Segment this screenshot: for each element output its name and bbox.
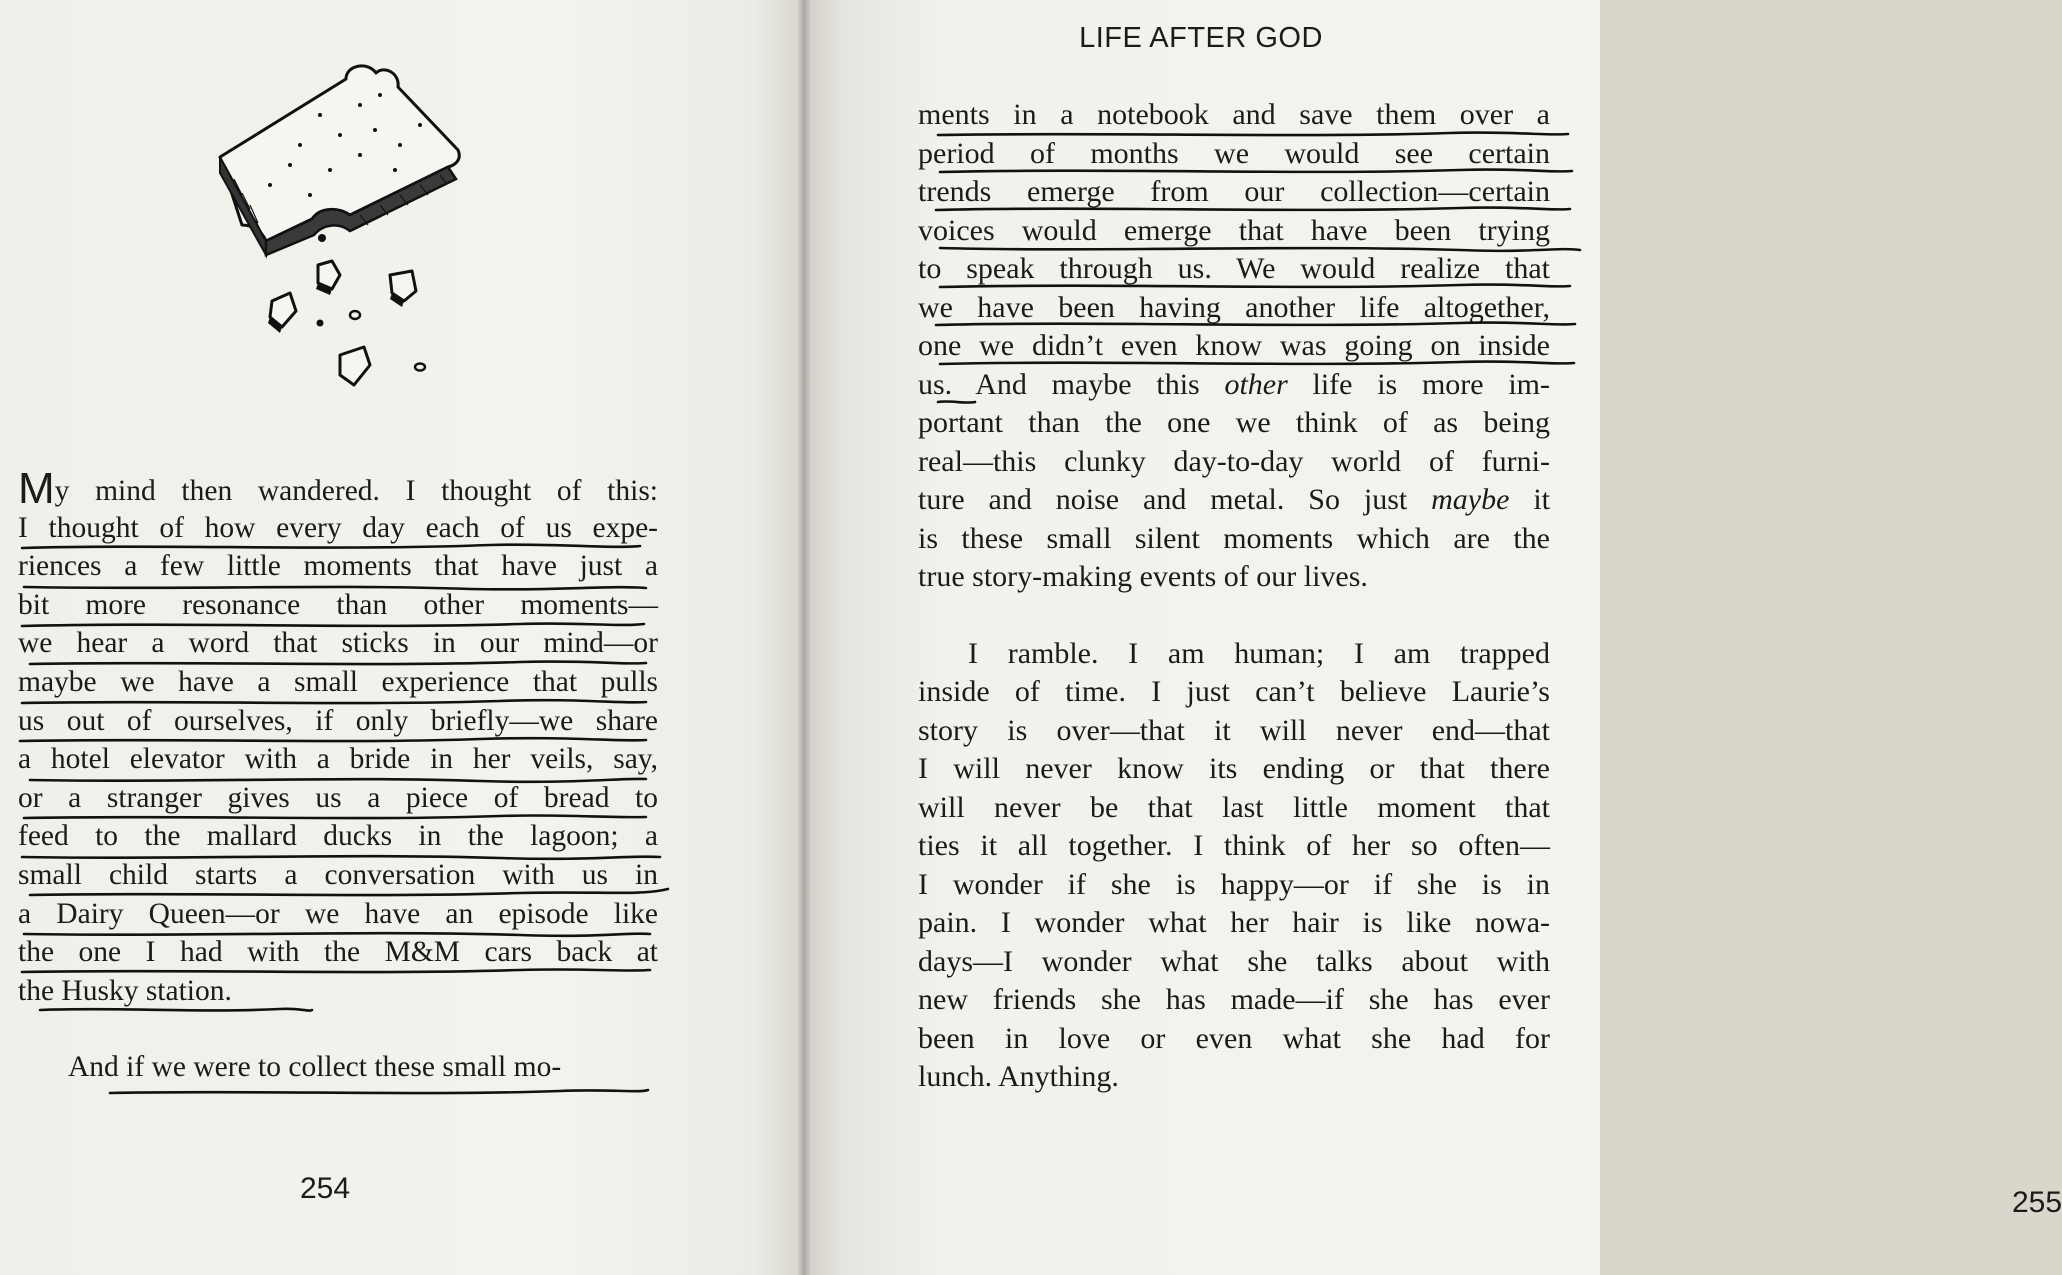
text-line: I ramble. I am human; I am trapped — [968, 636, 1550, 670]
text-line: us out of ourselves, if only briefly—we share — [18, 704, 658, 737]
text-line: My mind then wandered. I thought of this: — [18, 464, 658, 513]
text-line: new friends she has made—if she has ever — [918, 983, 1550, 1016]
text-line: riences a few little moments that have just a — [18, 550, 658, 583]
book-gutter — [798, 0, 810, 1275]
text-line: us. And maybe this other life is more im- — [918, 367, 1550, 401]
text-line: ture and noise and metal. So just maybe it — [918, 483, 1550, 516]
text-line: trends emerge from our collection—certain — [918, 175, 1550, 208]
text-line: bit more resonance than other moments— — [18, 588, 658, 621]
running-head: LIFE AFTER GOD — [1079, 22, 1323, 54]
text-line: period of months we would see certain — [918, 136, 1550, 170]
text-line: the Husky station. — [18, 974, 232, 1007]
text-line: real—this clunky day-to-day world of furni- — [918, 444, 1550, 478]
text-line: one we didn’t even know was going on inside — [918, 329, 1550, 362]
right-page-text — [918, 96, 1550, 1097]
text-line: a Dairy Queen—or we have an episode like — [18, 897, 658, 930]
text-line: And if we were to collect these small mo- — [68, 1051, 562, 1084]
text-line: days—I wonder what she talks about with — [918, 944, 1550, 978]
text-line: is these small silent moments which are the — [918, 521, 1550, 555]
left-page — [0, 0, 802, 1275]
bitten-toast-with-crumbs-icon — [200, 55, 480, 405]
text-line: to speak through us. We would realize that — [918, 252, 1550, 285]
drop-cap: M — [18, 464, 55, 513]
text-line: small child starts a conversation with us in — [18, 858, 658, 891]
page-number: 255 — [2012, 1186, 2062, 1219]
text-line: a hotel elevator with a bride in her veils, say, — [18, 743, 658, 776]
text-line: I thought of how every day each of us expe- — [18, 511, 658, 544]
page-number: 254 — [300, 1172, 351, 1205]
text-line: I will never know its ending or that there — [918, 752, 1550, 785]
text-line: the one I had with the M&M cars back at — [18, 936, 658, 969]
text-line: will never be that last little moment that — [918, 790, 1550, 824]
text-line: portant than the one we think of as being — [918, 406, 1550, 439]
text-line: voices would emerge that have been trying — [918, 213, 1550, 247]
text-line: ties it all together. I think of her so often— — [918, 829, 1550, 862]
text-line: pain. I wonder what her hair is like nowa- — [918, 906, 1550, 939]
text-line: ments in a notebook and save them over a — [918, 98, 1550, 131]
text-line: true story-making events of our lives. — [918, 560, 1368, 593]
left-page-text — [18, 464, 658, 1087]
text-line: I wonder if she is happy—or if she is in — [918, 867, 1550, 901]
text-line: inside of time. I just can’t believe Laurie’s — [918, 675, 1550, 708]
text-line: maybe we have a small experience that pulls — [18, 665, 658, 698]
text-line: lunch. Anything. — [918, 1060, 1119, 1093]
text-line: or a stranger gives us a piece of bread to — [18, 781, 658, 814]
text-line: we hear a word that sticks in our mind—or — [18, 627, 658, 660]
text-line: we have been having another life altogether, — [918, 290, 1550, 324]
text-line: been in love or even what she had for — [918, 1021, 1550, 1055]
text-line: feed to the mallard ducks in the lagoon; a — [18, 820, 658, 853]
text-line: story is over—that it will never end—that — [918, 713, 1550, 747]
